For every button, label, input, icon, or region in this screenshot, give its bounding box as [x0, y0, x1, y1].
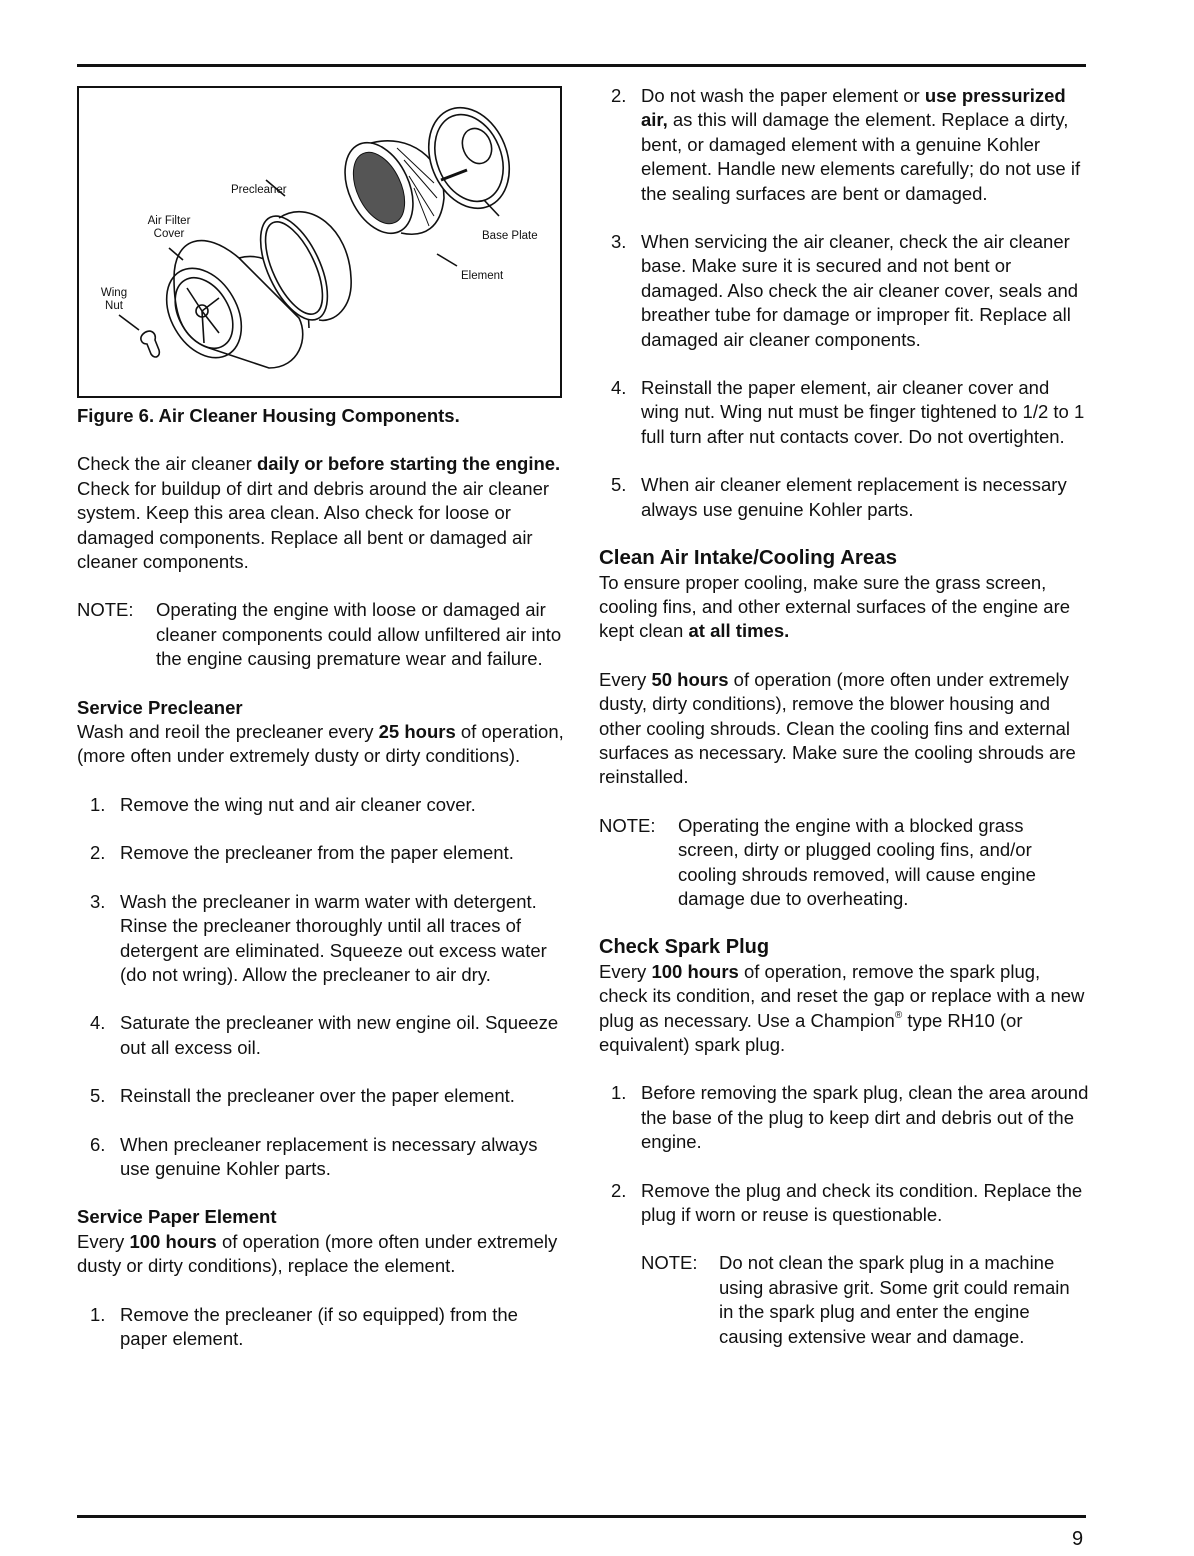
heading-clean-air-intake: Clean Air Intake/Cooling Areas — [599, 546, 898, 570]
step-text: When air cleaner element replacement is necessary always use genuine Kohler parts. — [641, 474, 1067, 520]
step-text: Remove the plug and check its condition. Replace the plug if worn or reuse is questionable. — [641, 1179, 1083, 1226]
step-text: Wash the precleaner in warm water with detergent. Rinse the precleaner thoroughly until all traces of detergent are eliminated. Squeeze out excess water (do not wring). Allow the precleaner to air dry. — [120, 890, 547, 985]
step-number: 3. — [90, 890, 106, 912]
list-item — [599, 84, 1089, 206]
para-text-end: type RH10 (or equivalent) spark plug. — [599, 1009, 1023, 1055]
heading-service-paper-element: Service Paper Element — [77, 1206, 277, 1228]
step-text-end: as this will damage the element. Replace a dirty, bent, or damaged element with a genuine Kohler element. Handle new elements carefully; do not use if the sealing surfaces are bent or damaged. — [641, 109, 1081, 204]
step-text: When precleaner replacement is necessary always use genuine Kohler parts. — [120, 1133, 538, 1179]
para-text: Wash and reoil the precleaner every — [77, 721, 379, 743]
para-text: To ensure proper cooling, make sure the grass screen, cooling fins, and other external surfaces of the engine are kept clean — [599, 571, 1071, 642]
air-cleaner-exploded-diagram-icon — [79, 88, 564, 400]
list-item — [77, 890, 567, 988]
step-number: 2. — [611, 1179, 627, 1201]
paper-element-steps-left — [77, 1303, 567, 1352]
para-text-mid: of operation, remove the spark plug, check its condition, and reset the gap or replace with a new plug as necessary. Use a Champion — [599, 960, 1085, 1031]
figure-label-base-plate: Base Plate — [482, 230, 538, 242]
para-text-end: of operation (more often under extremely dusty, dirty conditions), remove the blower housing and other cooling shrouds. Clean the cooling fins and external surfaces as necessary. Make sure the cooling shrouds are reinstalled. — [599, 668, 1076, 788]
step-text: When servicing the air cleaner, check the air cleaner base. Make sure it is secured and not bent or damaged. Also check the air cleaner cover, seals and breather tube for damage or improper fit. Replace all damaged air cleaner components. — [641, 231, 1079, 350]
step-number: 1. — [90, 1303, 106, 1325]
figure-label-wing-nut-line1: Wing — [100, 287, 128, 299]
step-number: 2. — [611, 85, 627, 106]
para-bold: 50 hours — [651, 668, 729, 690]
intro-text: Check the air cleaner — [77, 453, 257, 475]
step-text: Remove the precleaner (if so equipped) from the paper element. — [120, 1303, 518, 1349]
figure-label-air-filter-cover — [139, 215, 199, 240]
figure-label-wing-nut — [99, 287, 129, 312]
para-text-end: of operation (more often under extremely dusty or dirty conditions), replace the element. — [77, 1230, 558, 1277]
step-number: 3. — [611, 231, 627, 253]
figure-label-air-filter-cover-line1: Air Filter — [147, 215, 191, 227]
step-number: 1. — [611, 1082, 627, 1104]
list-item — [77, 1133, 567, 1182]
para-bold: 100 hours — [129, 1230, 217, 1252]
list-item — [599, 1179, 1089, 1228]
figure-label-element: Element — [461, 270, 504, 282]
intro-paragraph — [77, 452, 567, 574]
step-text: Remove the precleaner from the paper element. — [120, 842, 514, 864]
para-text: Every — [77, 1230, 130, 1252]
paper-element-steps-right — [599, 84, 1089, 522]
step-number: 5. — [90, 1085, 106, 1107]
para-bold: at all times. — [688, 620, 790, 642]
spark-plug-paragraph — [599, 960, 1089, 1058]
step-number: 5. — [611, 474, 627, 496]
step-number: 4. — [90, 1012, 106, 1034]
para-bold: 25 hours — [378, 721, 456, 743]
intro-text-end: Check for buildup of dirt and debris around the air cleaner system. Keep this area clean. Also check for loose or damaged components. Replace all bent or damaged air cleaner components. — [77, 477, 550, 573]
step-text: Reinstall the precleaner over the paper element. — [120, 1085, 515, 1107]
step-text: Before removing the spark plug, clean the area around the base of the plug to keep dirt and debris out of the engine. — [641, 1082, 1089, 1153]
figure-label-air-filter-cover-line2: Cover — [153, 227, 185, 240]
list-item — [599, 230, 1089, 352]
step-number: 1. — [90, 793, 106, 815]
step-number: 2. — [90, 842, 106, 864]
note-label: NOTE: — [641, 1252, 698, 1274]
page-number: 9 — [1072, 1528, 1084, 1550]
service-paper-element-paragraph — [77, 1230, 567, 1279]
registered-mark: ® — [894, 1009, 903, 1021]
step-text — [641, 84, 1089, 206]
list-item — [599, 376, 1089, 449]
step-number: 6. — [90, 1133, 106, 1155]
figure-6-box — [77, 86, 562, 398]
para-text-end: of operation, (more often under extremely dusty or dirty conditions). — [77, 721, 564, 767]
list-item — [599, 473, 1089, 522]
heading-service-precleaner: Service Precleaner — [77, 696, 243, 718]
top-rule — [77, 64, 1086, 67]
step-text-bold: use pressurized air, — [641, 85, 1066, 131]
note-text: Operating the engine with a blocked grass screen, dirty or plugged cooling fins, and/or cooling shrouds removed, will cause engine damage due to overheating. — [678, 814, 1036, 909]
step-text: Saturate the precleaner with new engine oil. Squeeze out all excess oil. — [120, 1012, 559, 1058]
list-item — [599, 1081, 1089, 1154]
clean-air-intake-paragraph — [599, 571, 1089, 644]
precleaner-steps — [77, 793, 567, 1181]
cooling-fins-paragraph — [599, 668, 1089, 790]
heading-check-spark-plug: Check Spark Plug — [599, 936, 770, 959]
note-abrasive-grit — [641, 1251, 1089, 1349]
left-column — [77, 86, 567, 1351]
step-text: Remove the wing nut and air cleaner cover. — [120, 793, 476, 815]
note-label: NOTE: — [599, 814, 656, 836]
list-item — [77, 793, 567, 817]
note-text: Operating the engine with loose or damaged air cleaner components could allow unfiltered air into the engine causing premature wear and failure. — [156, 599, 562, 670]
service-precleaner-paragraph — [77, 720, 567, 769]
para-text: Every — [599, 960, 652, 982]
list-item — [77, 1303, 567, 1352]
para-text: Every — [599, 668, 652, 690]
right-column — [599, 84, 1089, 1349]
list-item — [77, 841, 567, 865]
note-label: NOTE: — [77, 599, 134, 621]
step-text: Reinstall the paper element, air cleaner cover and wing nut. Wing nut must be finger tightened to 1/2 to 1 full turn after nut contacts cover. Do not overtighten. — [641, 377, 1085, 447]
step-text-start: Do not wash the paper element or — [641, 85, 925, 106]
spark-plug-steps — [599, 1081, 1089, 1227]
figure-label-wing-nut-line2: Nut — [105, 299, 123, 312]
note-overheating — [599, 814, 1089, 912]
intro-bold: daily or before starting the engine. — [256, 453, 561, 475]
note-text: Do not clean the spark plug in a machine using abrasive grit. Some grit could remain in the spark plug and enter the engine causing extensive wear and damage. — [719, 1252, 1070, 1347]
note-loose-components — [77, 598, 567, 671]
list-item — [77, 1011, 567, 1060]
figure-label-precleaner: Precleaner — [231, 184, 287, 196]
para-bold: 100 hours — [651, 960, 739, 982]
figure-caption: Figure 6. Air Cleaner Housing Components. — [77, 405, 460, 426]
bottom-rule — [77, 1515, 1086, 1518]
step-number: 4. — [611, 377, 627, 399]
list-item — [77, 1084, 567, 1108]
